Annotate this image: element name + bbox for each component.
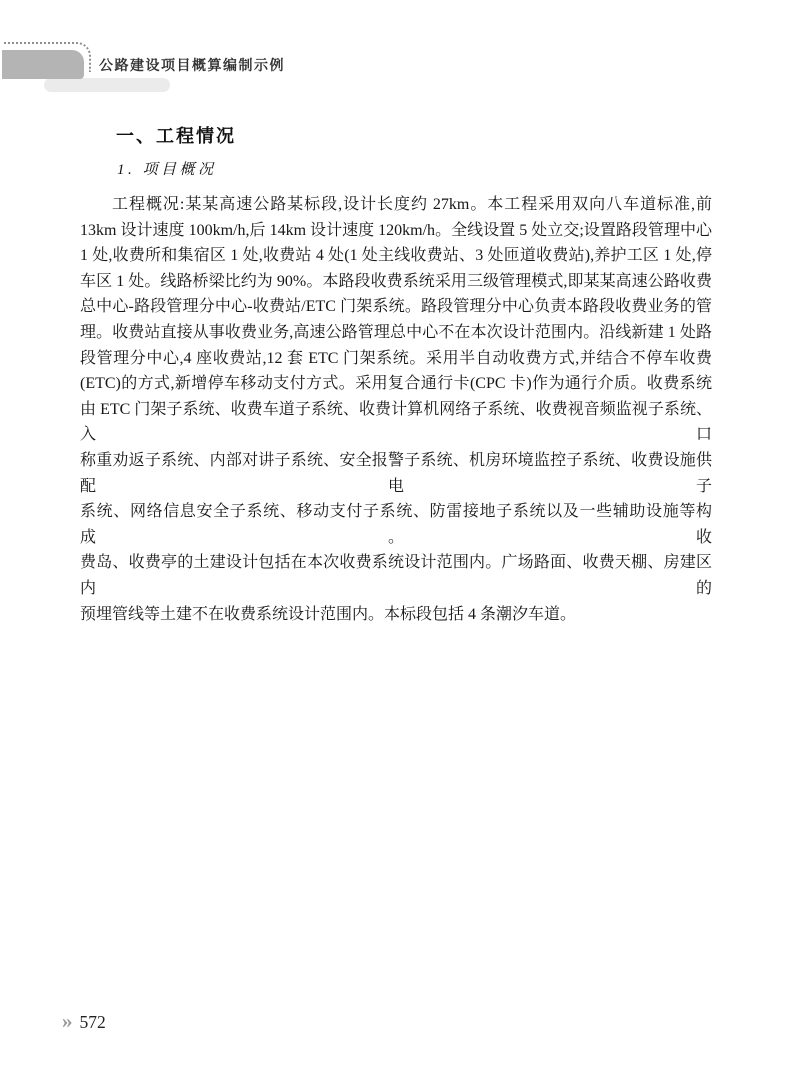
- paragraph-line: 由 ETC 门架子系统、收费车道子系统、收费计算机网络子系统、收费视音频监视子系统、入口: [80, 400, 712, 444]
- paragraph-line: 13km 设计速度 100km/h,后 14km 设计速度 120km/h。全线设置 5 处立交;设置路段管理中心: [80, 221, 712, 239]
- project-overview-paragraph: [80, 192, 712, 627]
- paragraph-line: 段管理分中心,4 座收费站,12 套 ETC 门架系统。采用半自动收费方式,并结合不停车收费: [80, 349, 712, 367]
- paragraph-line: 总中心-路段管理分中心-收费站/ETC 门架系统。路段管理分中心负责本路段收费业务的管: [80, 298, 712, 316]
- chapter-header-title: 公路建设项目概算编制示例: [99, 57, 285, 73]
- section-heading: 一、工程情况: [116, 126, 236, 146]
- sub-heading: 1. 项目概况: [117, 162, 217, 178]
- paragraph-line: 费岛、收费亭的土建设计包括在本次收费系统设计范围内。广场路面、收费天棚、房建区内的: [80, 554, 712, 597]
- paragraph-line: 1 处,收费所和集宿区 1 处,收费站 4 处(1 处主线收费站、3 处匝道收费站),养护工区 1 处,停: [80, 247, 712, 265]
- paragraph-line: 系统、网络信息安全子系统、移动支付子系统、防雷接地子系统以及一些辅助设施等构成。收: [80, 503, 712, 546]
- paragraph-line: 工程概况:某某高速公路某标段,设计长度约 27km。本工程采用双向八车道标准,前: [112, 196, 712, 213]
- header-light-block-decoration: [44, 78, 170, 92]
- paragraph-line: 车区 1 处。线路桥梁比约为 90%。本路段收费系统采用三级管理模式,即某某高速公路收费: [80, 272, 712, 290]
- paragraph-line: 称重劝返子系统、内部对讲子系统、安全报警子系统、机房环境监控子系统、收费设施供配电子: [80, 451, 712, 495]
- paragraph-line: (ETC)的方式,新增停车移动支付方式。采用复合通行卡(CPC 卡)作为通行介质。收费系统: [80, 375, 712, 393]
- double-chevron-icon: »: [62, 1009, 71, 1033]
- page-number: 572: [79, 1012, 106, 1032]
- paragraph-line: 预埋管线等土建不在收费系统设计范围内。本标段包括 4 条潮汐车道。: [80, 605, 577, 623]
- paragraph-line: 理。收费站直接从事收费业务,高速公路管理总中心不在本次设计范围内。沿线新建 1 处路: [80, 323, 712, 341]
- header-solid-block-decoration: [2, 50, 84, 79]
- page-footer: [62, 1008, 106, 1035]
